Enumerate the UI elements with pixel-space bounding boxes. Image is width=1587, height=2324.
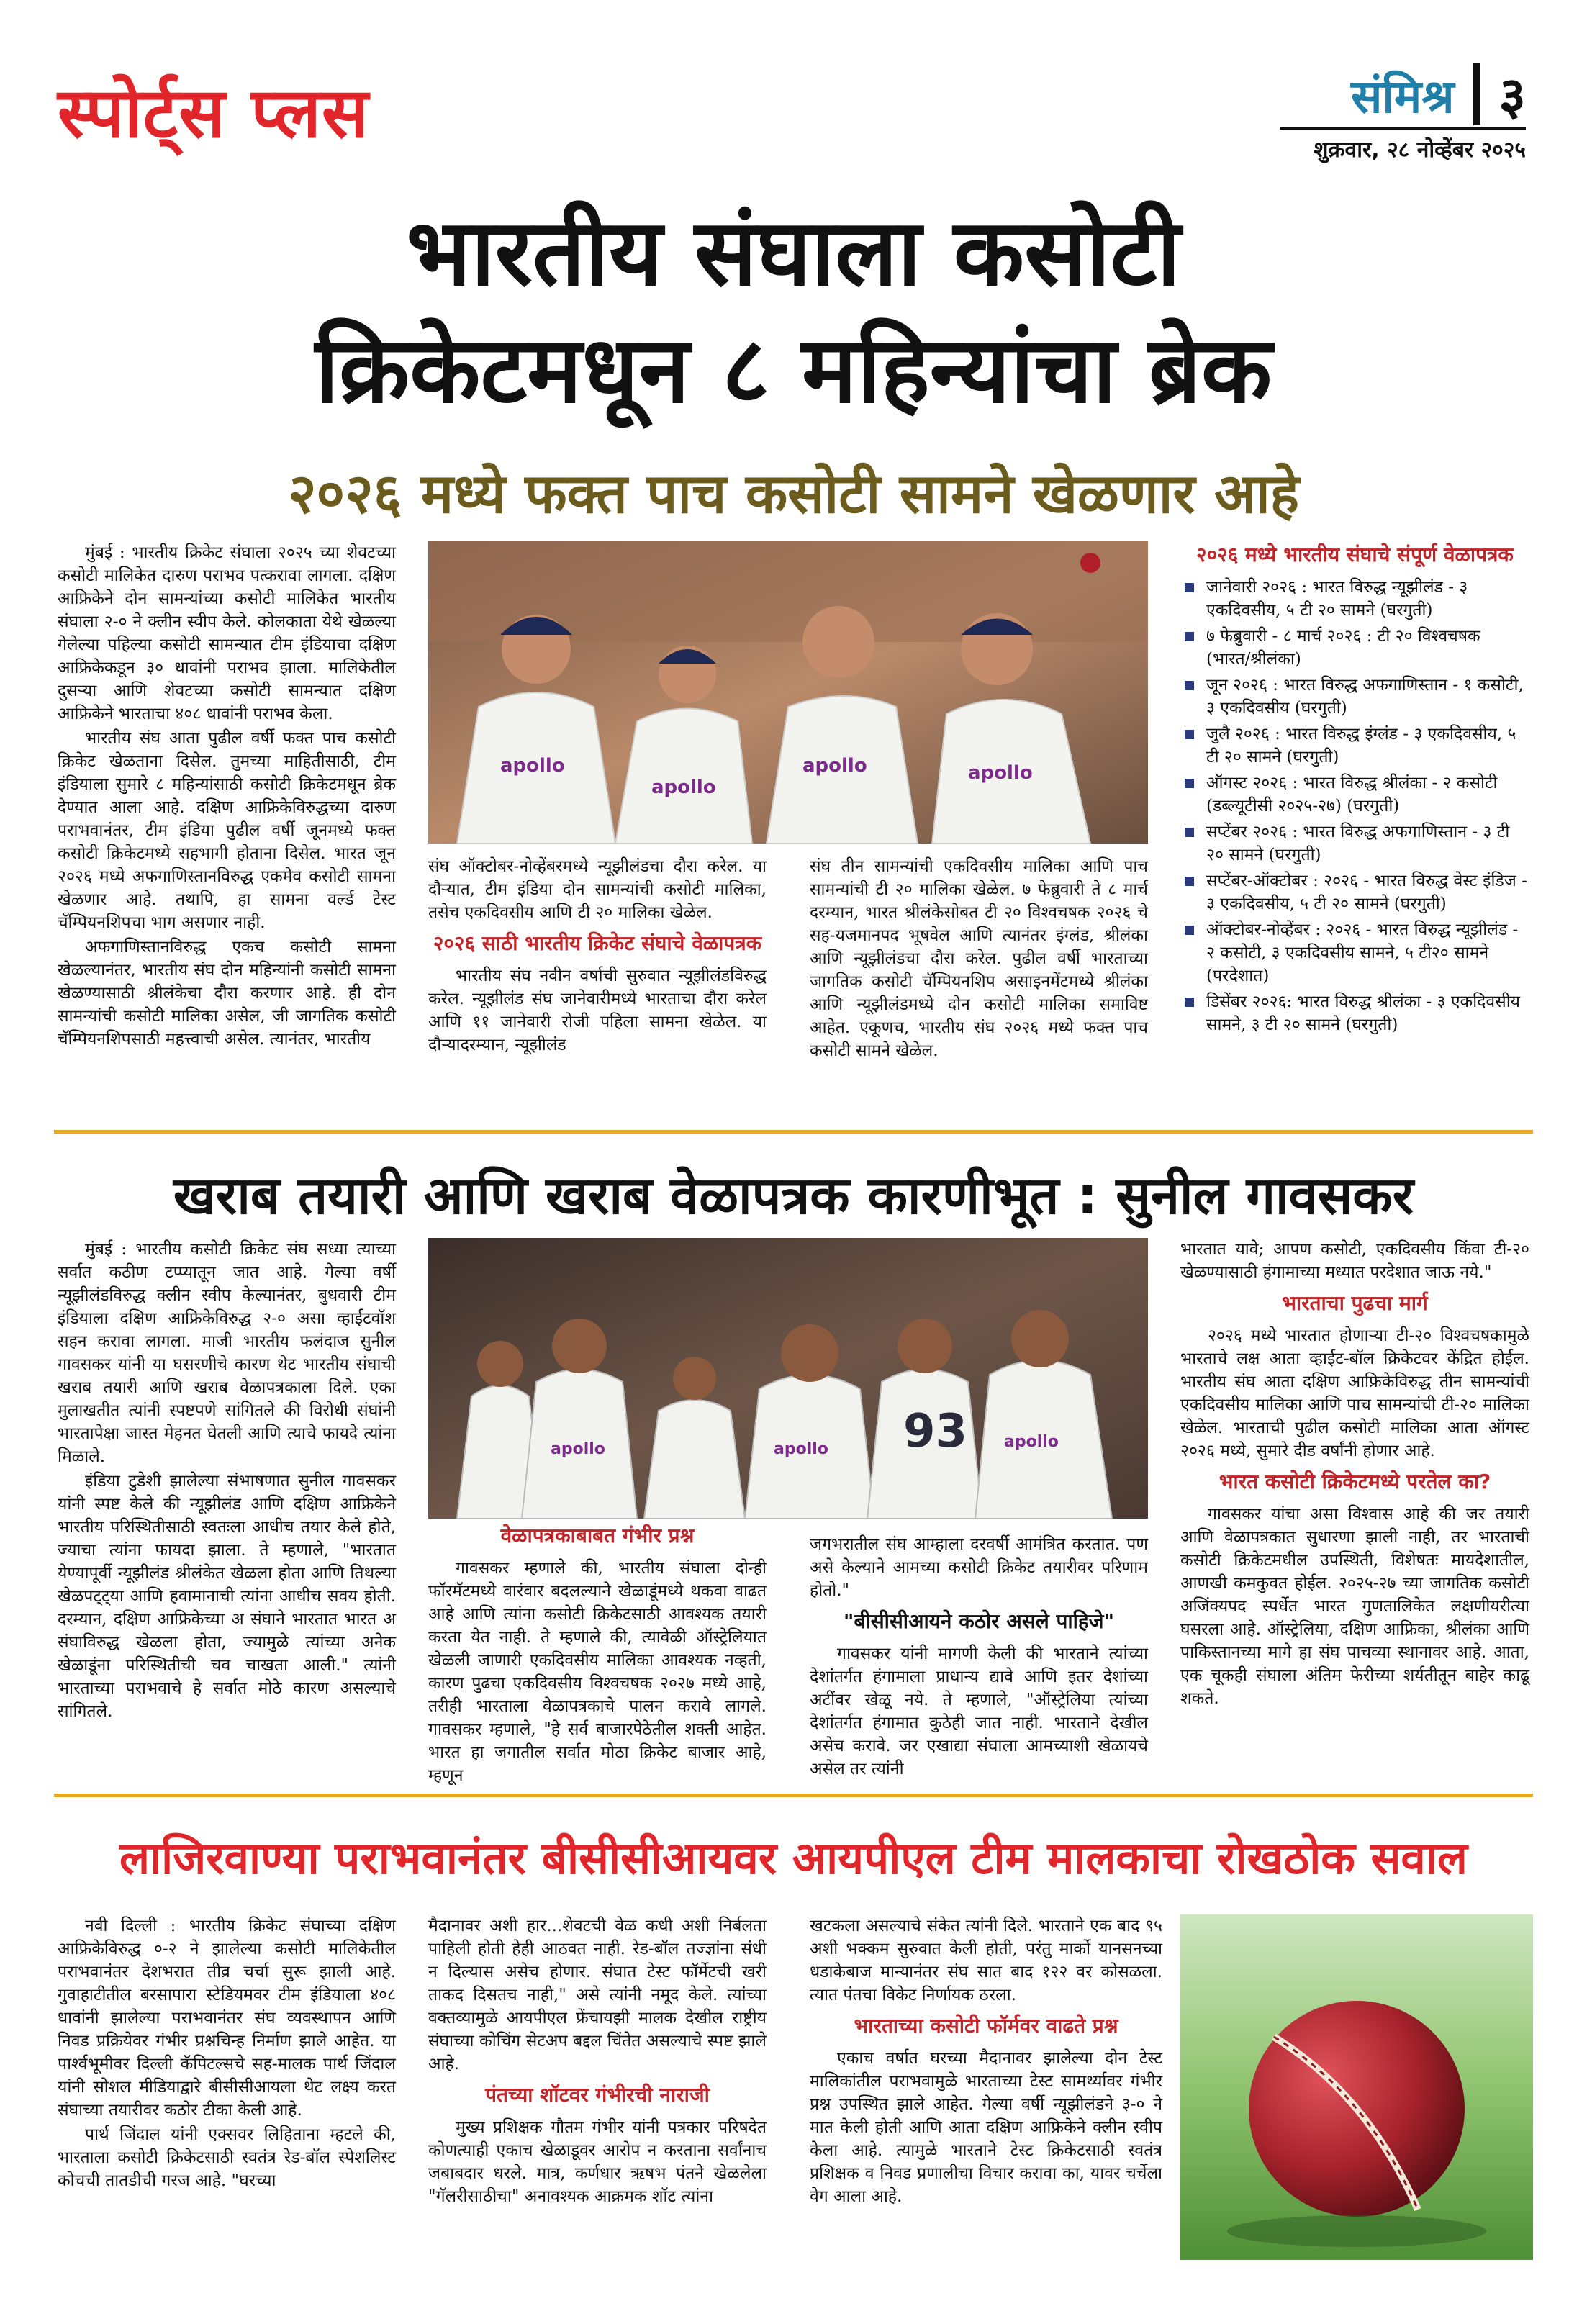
svg-text:apollo: apollo — [500, 755, 565, 777]
section-name: संमिश्र — [1351, 70, 1455, 124]
paragraph: संघ तीन सामन्यांची एकदिवसीय मालिका आणि पाच सामन्यांची टी २० मालिका खेळेल. ७ फेब्रुवारी ते ८ मार्च दरम्यान, भारत श्रीलंकेसोबत टी २० विश्वचषक २०२६ चे सह-यजमानपद भूषवेल आणि त्यानंतर इंग्लंड, श्रीलंका आणि न्यूझीलंडचा दौरा करेल. पुढील वर्षी भारताच्या जागतिक कसोटी चॅम्पियनशिप असाइनमेंटमध्ये श्रीलंका आणि न्यूझीलंडमध्ये दोन कसोटी मालिका समाविष्ट आहेत. एकूणच, भारतीय संघ २०२६ मध्ये फक्त पाच कसोटी सामने खेळेल. — [810, 857, 1148, 1060]
story2-column4 — [1180, 1238, 1529, 1712]
paragraph: गावसकर यांनी मागणी केली की भारताने त्यांच्या देशांतर्गत हंगामाला प्राधान्य द्यावे आणि इतर देशांच्या अटींवर खेळू नये. ते म्हणाले, "ऑस्ट्रेलिया त्यांच्या देशांतर्गत हंगामात कुठेही जात नाही. भारताने देखील असेच करावे. जर एखाद्या संघाला आमच्याशी खेळायचे असेल तर त्यांनी — [810, 1645, 1148, 1778]
schedule-list — [1180, 576, 1529, 1036]
paragraph: संघ ऑक्टोबर-नोव्हेंबरमध्ये न्यूझीलंडचा दौरा करेल. या दौऱ्यात, टीम इंडिया दोन सामन्यांची कसोटी मालिका, तसेच एकदिवसीय आणि टी २० मालिका खेळेल. — [428, 857, 767, 922]
headline-line2: क्रिकेटमधून ८ महिन्यांचा ब्रेक — [315, 317, 1272, 424]
svg-text:apollo: apollo — [968, 762, 1033, 784]
paragraph: भारतात यावे; आपण कसोटी, एकदिवसीय किंवा टी-२० खेळण्यासाठी हंगामाच्या मध्यात परदेशात जाऊ नये." — [1180, 1240, 1529, 1282]
paragraph: भारतीय संघ नवीन वर्षाची सुरुवात न्यूझीलंडविरुद्ध करेल. न्यूझीलंड संघ जानेवारीमध्ये भारताचा दौरा करेल आणि ११ जानेवारी रोजी पहिला सामना खेळेल. या दौऱ्यादरम्यान, न्यूझीलंड — [428, 967, 767, 1054]
section-label — [1351, 59, 1526, 130]
subheading: भारताचा पुढचा मार्ग — [1282, 1291, 1428, 1315]
story3-column1 — [58, 1914, 396, 2194]
list-item: जून २०२६ : भारत विरुद्ध अफगाणिस्तान - १ कसोटी, ३ एकदिवसीय (घरगुती) — [1180, 674, 1529, 720]
paragraph: मुंबई : भारतीय कसोटी क्रिकेट संघ सध्या त्याच्या सर्वात कठीण टप्प्यातून जात आहे. गेल्या वर्षी न्यूझीलंडविरुद्ध क्लीन स्वीप केल्यानंतर, बुधवारी टीम इंडियाला दक्षिण आफ्रिकेविरुद्ध २-० असा व्हाईटवॉश सहन करावा लागला. माजी भारतीय फलंदाज सुनील गावसकर यांनी या घसरणीचे कारण थेट भारतीय संघाची खराब तयारी आणि खराब वेळापत्रकाला दिले. एका मुलाखतीत त्यांनी स्पष्टपणे सांगितले की विरोधी संघांनी भारतापेक्षा जास्त मेहनत घेतली आणि त्याचे फायदे त्यांना मिळाले. — [58, 1240, 396, 1466]
players-celebrating-photo — [428, 541, 1148, 844]
paragraph: गावसकर म्हणाले की, भारतीय संघाला दोन्ही फॉरमॅटमध्ये वारंवार बदलल्याने खेळाडूंमध्ये थकवा वाढत आहे आणि त्यांना कसोटी क्रिकेटसाठी आवश्यक तयारी करता येत नाही. ते म्हणाले की, त्यावेळी ऑस्ट्रेलियात खेळली जाणारी एकदिवसीय मालिका आवश्यक नव्हती, कारण पुढचा एकदिवसीय विश्वचषक २०२७ मध्ये आहे, तरीही भारताला वेळापत्रकाचे पालन करावे लागले. गावसकर म्हणाले, "हे सर्व बाजारपेठेतील शक्ती आहेत. भारत हा जगातील सर्वात मोठा क्रिकेट बाजार आहे, म्हणून — [428, 1559, 767, 1785]
subheadline: २०२६ मध्ये फक्त पाच कसोटी सामने खेळणार आहे — [288, 461, 1299, 525]
paragraph: पार्थ जिंदाल यांनी एक्सवर लिहिताना म्हटले की, भारताला कसोटी क्रिकेटसाठी स्वतंत्र रेड-बॉल स्पेशलिस्ट कोचची तातडीची गरज आहे. "घरच्या — [58, 2125, 396, 2190]
list-item: डिसेंबर २०२६: भारत विरुद्ध श्रीलंका - ३ एकदिवसीय सामने, ३ टी २० सामने (घरगुती) — [1180, 990, 1529, 1036]
paragraph: मैदानावर अशी हार...शेवटची वेळ कधी अशी निर्बलता पाहिली होती हेही आठवत नाही. रेड-बॉल तज्ज्ञांना संधी न दिल्यास असेच होणार. संघात टेस्ट फॉर्मेटची खरी ताकद दिसतच नाही," असे त्यांनी नमूद केले. त्यांच्या वक्तव्यामुळे आयपीएल फ्रेंचायझी मालक देखील राष्ट्रीय संघाच्या कोचिंग सेटअप बद्दल चिंतेत असल्याचे स्पष्ट झाले आहे. — [428, 1917, 767, 2074]
paragraph: २०२६ मध्ये भारतात होणाऱ्या टी-२० विश्वचषकामुळे भारताचे लक्ष आता व्हाईट-बॉल क्रिकेटवर केंद्रित होईल. भारतीय संघ आता दक्षिण आफ्रिकेविरुद्ध तीन सामन्यांची एकदिवसीय मालिका आणि पाच सामन्यांची टी-२० मालिका खेळेल. भारताची पुढील कसोटी मालिका आता ऑगस्ट २०२६ मध्ये, सुमारे दीड वर्षांनी होणार आहे. — [1180, 1326, 1529, 1460]
subheading: "बीसीसीआयने कठोर असले पाहिजे" — [843, 1609, 1115, 1633]
svg-text:apollo: apollo — [651, 777, 716, 798]
page-number: ३ — [1498, 65, 1526, 126]
paragraph: मुंबई : भारतीय क्रिकेट संघाला २०२५ च्या शेवटच्या कसोटी मालिकेत दारुण पराभव पत्करावा लागला. दक्षिण आफ्रिकेने दोन सामन्यांच्या कसोटी मालिकेत भारतीय संघाला २-० ने क्लीन स्वीप केले. कोलकाता येथे खेळल्या गेलेल्या पहिल्या कसोटी सामन्यात टीम इंडियाचा दक्षिण आफ्रिकेकडून ३० धावांनी पराभव झाला. मालिकेतील दुसऱ्या आणि शेवटच्या कसोटी सामन्यात दक्षिण आफ्रिकेने भारताचा ४०८ धावांनी पराभव केला. — [58, 543, 396, 723]
issue-date: शुक्रवार, २८ नोव्हेंबर २०२५ — [1314, 137, 1526, 163]
cricket-ball-image — [1180, 1914, 1533, 2260]
paragraph: भारतीय संघ आता पुढील वर्षी फक्त पाच कसोटी क्रिकेट खेळताना दिसेल. तुमच्या माहितीसाठी, टीम इंडियाला सुमारे ८ महिन्यांसाठी कसोटी क्रिकेटमधून ब्रेक देण्यात आला आहे. दक्षिण आफ्रिकेविरुद्धच्या दारुण पराभवानंतर, टीम इंडिया पुढील वर्षी जूनमध्ये फक्त कसोटी क्रिकेटमध्ये सहभागी होताना दिसेल. भारत जून २०२६ मध्ये अफगाणिस्तानविरुद्ध एकमेव कसोटी सामना खेळणार आहे. तथापि, हा सामना वर्ल्ड टेस्ट चॅम्पियनशिपचा भाग असणार नाही. — [58, 729, 396, 932]
schedule-title: २०२६ मध्ये भारतीय संघाचे संपूर्ण वेळापत्रक — [1196, 543, 1514, 566]
subheading: भारताच्या कसोटी फॉर्मवर वाढते प्रश्न — [854, 2014, 1118, 2038]
svg-text:apollo: apollo — [774, 1440, 828, 1458]
paragraph: खटकला असल्याचे संकेत त्यांनी दिले. भारताने एक बाद ९५ अशी भक्कम सुरुवात केली होती, परंतु मार्को यानसनच्या धडाकेबाज मान्यानंतर संघ सात बाद १२२ वर कोसळला. त्यात पंतचा विकेट निर्णायक ठरला. — [810, 1917, 1162, 2004]
story1-column3 — [810, 855, 1148, 1064]
subheading: पंतच्या शॉटवर गंभीरची नाराजी — [485, 2083, 710, 2107]
paragraph: नवी दिल्ली : भारतीय क्रिकेट संघाच्या दक्षिण आफ्रिकेविरुद्ध ०-२ ने झालेल्या कसोटी मालिकेतील पराभवानंतर देशभरात तीव्र चर्चा सुरू झाली आहे. गुवाहाटीतील बरसापारा स्टेडियमवर टीम इंडियाला ४०८ धावांनी झालेल्या पराभवानंतर संघ व्यवस्थापन आणि निवड प्रक्रियेवर गंभीर प्रश्नचिन्ह निर्माण झाले आहेत. या पार्श्वभूमीवर दिल्ली कॅपिटल्सचे सह-मालक पार्थ जिंदाल यांनी सोशल मीडियाद्वारे बीसीसीआयला थेट लक्ष्य करत संघाच्या तयारीवर कठोर टीका केली आहे. — [58, 1917, 396, 2120]
players-walking-image — [428, 1238, 1148, 1519]
section-divider-1 — [54, 1130, 1533, 1134]
header-rule — [1280, 127, 1526, 130]
schedule-box — [1180, 541, 1529, 1039]
story3-column3 — [810, 1914, 1162, 2210]
list-item: जानेवारी २०२६ : भारत विरुद्ध न्यूझीलंड - ३ एकदिवसीय, ५ टी २० सामने (घरगुती) — [1180, 576, 1529, 622]
paragraph: जगभरातील संघ आम्हाला दरवर्षी आमंत्रित करतात. पण असे केल्याने आमच्या कसोटी क्रिकेट तयारीवर परिणाम होतो." — [810, 1535, 1148, 1600]
list-item: जुलै २०२६ : भारत विरुद्ध इंग्लंड - ३ एकदिवसीय, ५ टी २० सामने (घरगुती) — [1180, 723, 1529, 769]
paragraph: एकाच वर्षात घरच्या मैदानावर झालेल्या दोन टेस्ट मालिकांतील पराभवामुळे भारताच्या टेस्ट सामर्थ्यावर गंभीर प्रश्न उपस्थित झाले आहेत. गेल्या वर्षी न्यूझीलंडने ३-० ने मात केली होती आणि आता दक्षिण आफ्रिकेने क्लीन स्वीप केला आहे. त्यामुळे भारताने टेस्ट क्रिकेटसाठी स्वतंत्र प्रशिक्षक व निवड प्रणालीचा विचार करावा का, यावर चर्चेला वेग आला आहे. — [810, 2049, 1162, 2206]
svg-text:apollo: apollo — [551, 1440, 605, 1458]
list-item: ७ फेब्रुवारी - ८ मार्च २०२६ : टी २० विश्वचषक (भारत/श्रीलंका) — [1180, 625, 1529, 671]
paragraph: इंडिया टुडेशी झालेल्या संभाषणात सुनील गावसकर यांनी स्पष्ट केले की न्यूझीलंड आणि दक्षिण आफ्रिकेने भारतीय परिस्थितीसाठी स्वतःला आधीच तयार केले होते, ज्याचा त्यांना फायदा झाला. ते म्हणाले, "भारतात येण्यापूर्वी न्यूझीलंड श्रीलंकेत खेळला होता आणि तिथल्या खेळपट्ट्या आणि हवामानाची त्यांना आधीच सवय होती. दरम्यान, दक्षिण आफ्रिकेच्या अ संघाने भारतात भारत अ संघाविरुद्ध खेळला होता, ज्यामुळे त्यांच्या अनेक खेळाडूंना परिस्थितीची चव चाखता आली." त्यांनी भारताच्या पराभवाचे हे सर्वात मोठे कारण असल्याचे सांगितले. — [58, 1472, 396, 1721]
section-divider — [1473, 63, 1480, 125]
list-item: ऑगस्ट २०२६ : भारत विरुद्ध श्रीलंका - २ कसोटी (डब्ल्यूटीसी २०२५-२७) (घरगुती) — [1180, 772, 1529, 818]
paragraph: अफगाणिस्तानविरुद्ध एकच कसोटी सामना खेळल्यानंतर, भारतीय संघ दोन महिन्यांनी कसोटी सामना खेळण्यासाठी श्रीलंकेचा दौरा करणार आहे. ही दोन सामन्यांची कसोटी मालिका असेल, जी जागतिक कसोटी चॅम्पियनशिपसाठी महत्त्वाची असेल. त्यानंतर, भारतीय — [58, 938, 396, 1049]
players-walking-photo — [428, 1238, 1148, 1519]
svg-text:93: 93 — [903, 1405, 968, 1458]
svg-text:apollo: apollo — [802, 755, 867, 777]
subheading: भारत कसोटी क्रिकेटमध्ये परतेल का? — [1218, 1470, 1491, 1493]
story2-headline: खराब तयारी आणि खराब वेळापत्रक कारणीभूत : सुनील गावसकर — [173, 1165, 1414, 1226]
schedule-subheading: २०२६ साठी भारतीय क्रिकेट संघाचे वेळापत्रक — [433, 931, 762, 955]
paragraph: मुख्य प्रशिक्षक गौतम गंभीर यांनी पत्रकार परिषदेत कोणत्याही एकाच खेळाडूवर आरोप न करताना सर्वांनाच जबाबदार धरले. मात्र, कर्णधार ऋषभ पंतने खेळलेला "गॅलरीसाठीचा" अनावश्यक आक्रमक शॉट त्यांना — [428, 2118, 767, 2206]
masthead-logo: स्पोर्ट्स प्लस — [58, 72, 369, 153]
paragraph: गावसकर यांचा असा विश्वास आहे की जर तयारी आणि वेळापत्रकात सुधारणा झाली नाही, तर भारताची कसोटी क्रिकेटमधील उपस्थिती, विशेषतः मायदेशातील, आणखी कमकुवत होईल. २०२५-२७ च्या जागतिक कसोटी अजिंक्यपद स्पर्धेत भारत गुणतालिकेत लक्षणीयरीत्या घसरला आहे. ऑस्ट्रेलिया, दक्षिण आफ्रिका, श्रीलंका आणि पाकिस्तानच्या मागे हा संघ पाचव्या स्थानावर आहे. आता, एक चूकही संघाला अंतिम फेरीच्या शर्यतीतून बाहेर काढू शकते. — [1180, 1505, 1529, 1708]
players-celebrating-image — [428, 541, 1148, 844]
headline-line1: भारतीय संघाला कसोटी — [406, 199, 1181, 307]
list-item: सप्टेंबर-ऑक्टोबर : २०२६ - भारत विरुद्ध वेस्ट इंडिज - ३ एकदिवसीय, ५ टी २० सामने (घरगुती) — [1180, 869, 1529, 915]
story2-column3 — [810, 1533, 1148, 1782]
story2-column1 — [58, 1238, 396, 1724]
svg-text:apollo: apollo — [1004, 1433, 1059, 1451]
story1-column1 — [58, 541, 396, 1052]
section-divider-2 — [54, 1794, 1533, 1797]
list-item: सप्टेंबर २०२६ : भारत विरुद्ध अफगाणिस्तान - ३ टी २० सामने (घरगुती) — [1180, 820, 1529, 867]
cricket-ball-photo — [1180, 1914, 1533, 2260]
story1-column2 — [428, 855, 767, 1058]
list-item: ऑक्टोबर-नोव्हेंबर : २०२६ - भारत विरुद्ध न्यूझीलंड - २ कसोटी, ३ एकदिवसीय सामने, ५ टी२० सामने (परदेशात) — [1180, 918, 1529, 987]
story2-column2 — [428, 1522, 767, 1789]
story3-column2 — [428, 1914, 767, 2210]
story3-headline: लाजिरवाण्या पराभवानंतर बीसीसीआयवर आयपीएल टीम मालकाचा रोखठोक सवाल — [119, 1832, 1468, 1884]
subheading: वेळापत्रकाबाबत गंभीर प्रश्न — [500, 1524, 695, 1547]
